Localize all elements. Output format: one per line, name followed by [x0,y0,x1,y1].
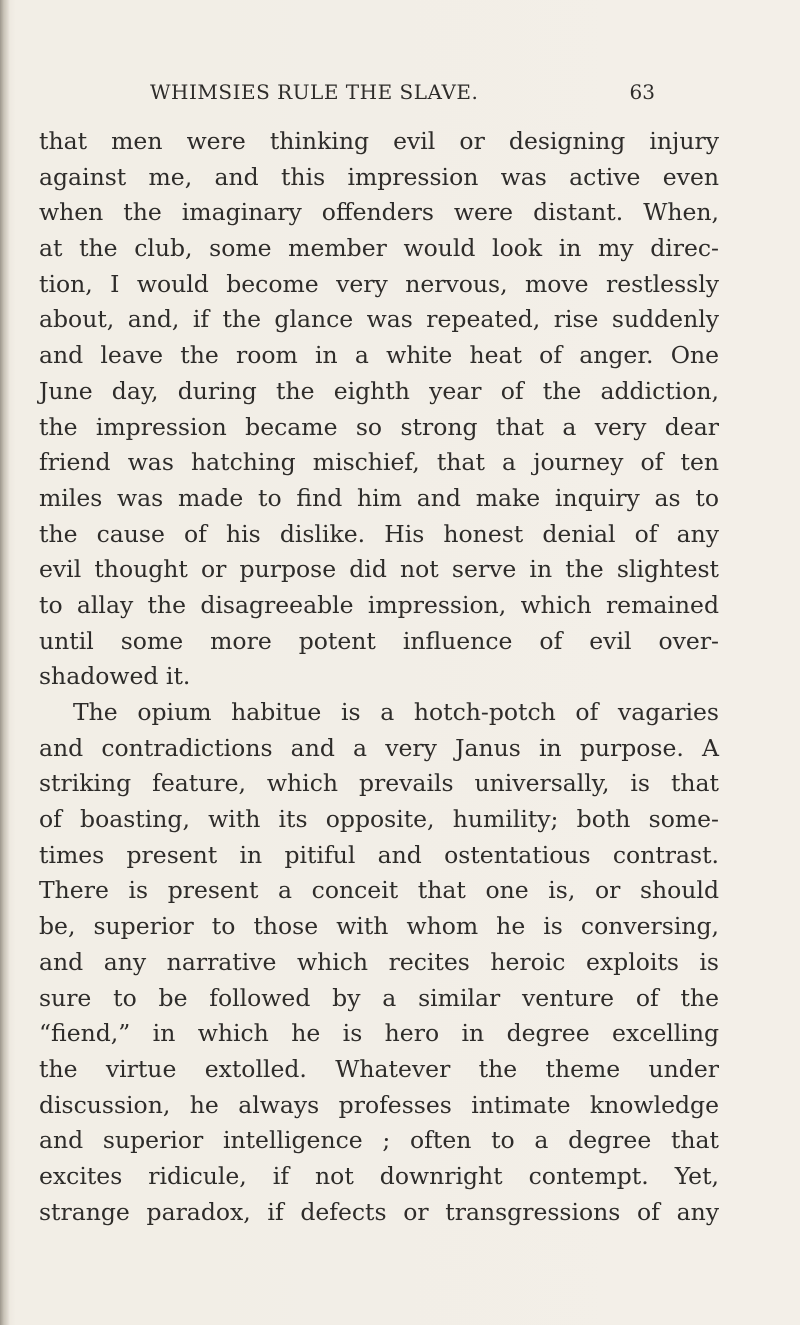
text-line: “fiend,” in which he is hero in degree excelling [39,1019,719,1048]
text-line: strange paradox, if defects or transgressions of any [39,1197,719,1226]
text-line: of boasting, with its opposite, humility; both some- [39,805,719,834]
text-line: and leave the room in a white heat of anger. One [39,341,719,370]
text-line: miles was made to find him and make inquiry as to [39,483,719,512]
text-line: excites ridicule, if not downright contempt. Yet, [39,1161,719,1190]
page-header [150,80,655,116]
text-line: sure to be followed by a similar venture of the [39,983,719,1012]
text-line: about, and, if the glance was repeated, rise suddenly [39,305,719,334]
page-gutter-shadow [0,0,10,1325]
paragraph-start-line: The opium habitue is a hotch-potch of vagaries [73,698,719,726]
body-text [39,124,719,1230]
text-line: be, superior to those with whom he is conversing, [39,912,719,941]
running-title: WHIMSIES RULE THE SLAVE. [150,80,479,104]
text-line: the impression became so strong that a very dear [39,412,719,441]
text-line: striking feature, which prevails universally, is that [39,769,719,798]
text-line: the cause of his dislike. His honest denial of any [39,519,719,548]
text-line: when the imaginary offenders were distant. When, [39,198,719,227]
text-line: and any narrative which recites heroic exploits is [39,947,719,976]
text-line: that men were thinking evil or designing injury [39,127,719,155]
paragraph-end-line: shadowed it. [39,662,191,691]
text-line: until some more potent influence of evil over- [39,626,719,655]
text-line: friend was hatching mischief, that a journey of ten [39,448,719,477]
text-line: evil thought or purpose did not serve in the slightest [39,555,719,584]
text-line: discussion, he always professes intimate knowledge [39,1090,719,1119]
text-line: tion, I would become very nervous, move restlessly [39,269,719,298]
text-line: June day, during the eighth year of the addiction, [39,376,719,405]
page-number: 63 [629,80,655,104]
text-line: times present in pitiful and ostentatious contrast. [39,840,719,869]
text-line: at the club, some member would look in my direc- [39,234,719,263]
text-line: to allay the disagreeable impression, which remained [39,590,719,619]
text-line: and superior intelligence ; often to a degree that [39,1126,719,1155]
text-line: and contradictions and a very Janus in purpose. A [39,733,719,762]
text-line: against me, and this impression was active even [39,162,719,191]
text-line: There is present a conceit that one is, or should [39,876,719,905]
text-line: the virtue extolled. Whatever the theme under [39,1054,719,1083]
